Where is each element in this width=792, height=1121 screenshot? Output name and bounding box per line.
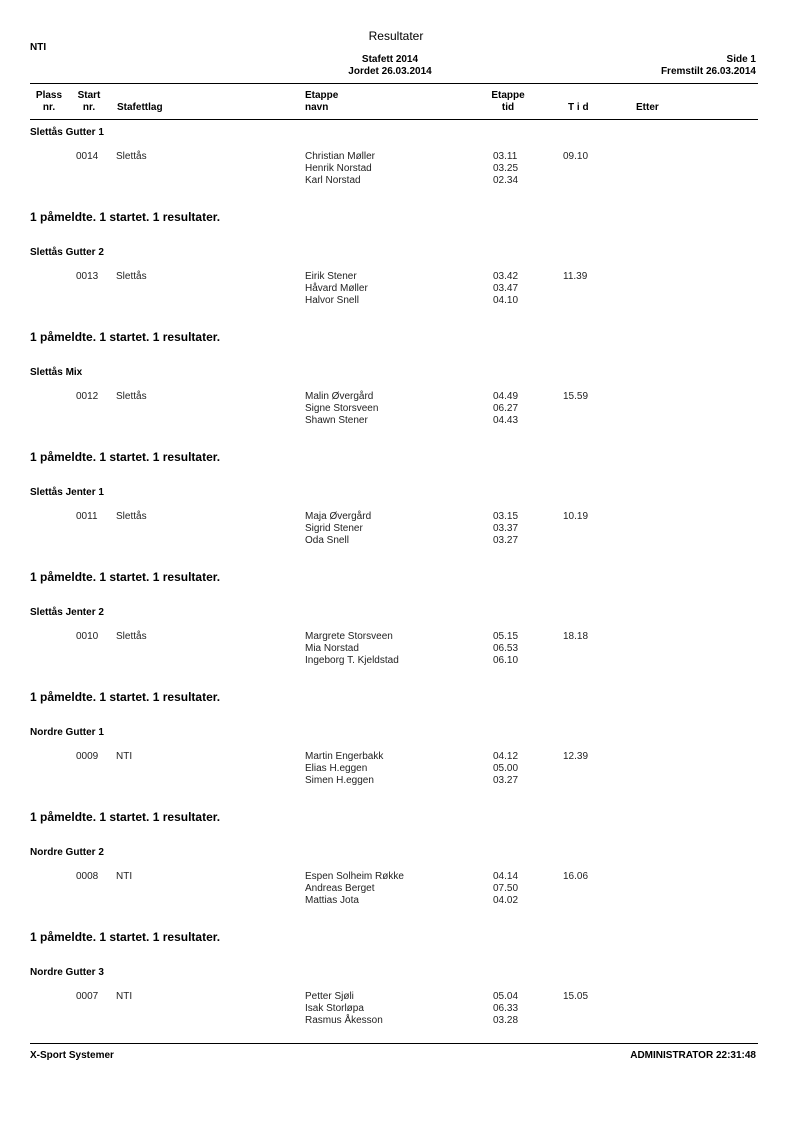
start-number: 0007 — [76, 991, 99, 1002]
runner-name: Oda Snell — [305, 535, 349, 546]
runner-name: Halvor Snell — [305, 295, 359, 306]
leg-times — [493, 631, 518, 667]
col-start-line2: nr. — [82, 102, 96, 113]
runner-list — [305, 271, 368, 307]
col-plass — [34, 90, 64, 114]
col-tid: T i d — [568, 102, 589, 113]
runner-name: Margrete Storsveen — [305, 631, 393, 642]
class-name: Slettås Gutter 2 — [30, 247, 104, 258]
team-club: Slettås — [116, 391, 147, 402]
start-number: 0010 — [76, 631, 99, 642]
class-section — [0, 487, 792, 607]
runner-name: Simen H.eggen — [305, 775, 374, 786]
team-club: Slettås — [116, 631, 147, 642]
start-number: 0008 — [76, 871, 99, 882]
team-club: NTI — [116, 751, 133, 762]
class-name: Nordre Gutter 1 — [30, 727, 104, 738]
leg-time: 04.12 — [493, 751, 519, 762]
leg-time: 03.25 — [493, 163, 519, 174]
leg-time: 04.14 — [493, 871, 519, 882]
leg-time: 03.42 — [493, 271, 519, 282]
class-name: Slettås Gutter 1 — [30, 127, 104, 138]
runner-name: Isak Storløpa — [305, 1003, 364, 1014]
leg-times — [493, 271, 518, 307]
leg-time: 02.34 — [493, 175, 519, 186]
leg-time: 04.10 — [493, 295, 519, 306]
runner-name: Ingeborg T. Kjeldstad — [305, 655, 399, 666]
total-time: 18.18 — [563, 631, 589, 642]
leg-times — [493, 751, 518, 787]
class-summary: 1 påmeldte. 1 startet. 1 resultater. — [30, 570, 221, 584]
class-summary: 1 påmeldte. 1 startet. 1 resultater. — [30, 330, 221, 344]
runner-name: Håvard Møller — [305, 283, 368, 294]
runner-list — [305, 391, 378, 427]
team-club: Slettås — [116, 271, 147, 282]
leg-time: 05.15 — [493, 631, 519, 642]
col-stafettlag: Stafettlag — [117, 102, 163, 113]
start-number: 0012 — [76, 391, 99, 402]
class-section — [0, 967, 792, 1037]
total-time: 15.59 — [563, 391, 589, 402]
leg-time: 06.33 — [493, 1003, 519, 1014]
class-name: Slettås Jenter 2 — [30, 607, 104, 618]
produced-date: Fremstilt 26.03.2014 — [660, 66, 756, 77]
runner-name: Petter Sjøli — [305, 991, 354, 1002]
runner-name: Elias H.eggen — [305, 763, 368, 774]
race-name: Stafett 2014 — [361, 54, 419, 65]
runner-list — [305, 871, 404, 907]
runner-name: Andreas Berget — [305, 883, 375, 894]
class-name: Slettås Mix — [30, 367, 83, 378]
class-summary: 1 påmeldte. 1 startet. 1 resultater. — [30, 810, 221, 824]
header-rule-bottom — [30, 119, 758, 120]
team-club: Slettås — [116, 151, 147, 162]
leg-time: 04.02 — [493, 895, 519, 906]
col-plass-line1: Plass — [35, 90, 63, 101]
class-section — [0, 367, 792, 487]
team-club: NTI — [116, 871, 133, 882]
total-time: 11.39 — [563, 271, 588, 282]
leg-times — [493, 511, 518, 547]
class-name: Nordre Gutter 3 — [30, 967, 104, 978]
start-number: 0014 — [76, 151, 99, 162]
col-etappe-navn — [305, 90, 338, 114]
leg-time: 06.27 — [493, 403, 519, 414]
leg-time: 03.27 — [493, 775, 519, 786]
leg-time: 04.49 — [493, 391, 519, 402]
total-time: 15.05 — [563, 991, 589, 1002]
class-name: Nordre Gutter 2 — [30, 847, 104, 858]
runner-name: Shawn Stener — [305, 415, 368, 426]
leg-times — [493, 151, 518, 187]
class-section — [0, 247, 792, 367]
col-plass-line2: nr. — [42, 102, 56, 113]
start-number: 0013 — [76, 271, 99, 282]
runner-name: Martin Engerbakk — [305, 751, 384, 762]
class-section — [0, 127, 792, 247]
class-name: Slettås Jenter 1 — [30, 487, 104, 498]
footer-rule — [30, 1043, 758, 1044]
leg-time: 06.10 — [493, 655, 519, 666]
footer-user-time: ADMINISTRATOR 22:31:48 — [630, 1050, 756, 1061]
footer-software: X-Sport Systemer — [30, 1050, 114, 1061]
leg-times — [493, 871, 518, 907]
leg-time: 05.00 — [493, 763, 519, 774]
runner-name: Eirik Stener — [305, 271, 357, 282]
runner-list — [305, 751, 383, 787]
leg-time: 03.47 — [493, 283, 519, 294]
leg-time: 03.15 — [493, 511, 519, 522]
total-time: 16.06 — [563, 871, 589, 882]
col-etappe-tid-line1: Etappe — [491, 90, 525, 101]
leg-time: 03.28 — [493, 1015, 519, 1026]
class-summary: 1 påmeldte. 1 startet. 1 resultater. — [30, 690, 221, 704]
col-etter: Etter — [636, 102, 659, 113]
runner-name: Mia Norstad — [305, 643, 359, 654]
col-start — [74, 90, 104, 114]
runner-list — [305, 151, 375, 187]
col-etappe-navn-line2: navn — [305, 102, 329, 113]
class-summary: 1 påmeldte. 1 startet. 1 resultater. — [30, 210, 221, 224]
race-info — [330, 54, 450, 78]
class-section — [0, 727, 792, 847]
class-summary: 1 påmeldte. 1 startet. 1 resultater. — [30, 450, 221, 464]
header-rule-top — [30, 83, 758, 84]
runner-list — [305, 631, 399, 667]
runner-name: Henrik Norstad — [305, 163, 372, 174]
start-number: 0009 — [76, 751, 99, 762]
report-title: Resultater — [368, 29, 424, 43]
leg-time: 03.37 — [493, 523, 519, 534]
page-number: Side 1 — [726, 54, 756, 65]
leg-time: 07.50 — [493, 883, 519, 894]
runner-list — [305, 511, 371, 547]
total-time: 10.19 — [563, 511, 589, 522]
col-etappe-navn-line1: Etappe — [305, 90, 339, 101]
race-date: Jordet 26.03.2014 — [348, 66, 432, 77]
leg-time: 03.27 — [493, 535, 519, 546]
leg-times — [493, 391, 518, 427]
runner-name: Rasmus Åkesson — [305, 1015, 383, 1026]
runner-name: Espen Solheim Røkke — [305, 871, 404, 882]
leg-time: 05.04 — [493, 991, 519, 1002]
runner-name: Malin Øvergård — [305, 391, 374, 402]
runner-name: Mattias Jota — [305, 895, 359, 906]
col-etappe-tid — [486, 90, 530, 114]
col-start-line1: Start — [77, 90, 101, 101]
page-info — [661, 54, 756, 78]
runner-list — [305, 991, 383, 1027]
runner-name: Maja Øvergård — [305, 511, 372, 522]
class-section — [0, 847, 792, 967]
total-time: 09.10 — [563, 151, 589, 162]
runner-name: Karl Norstad — [305, 175, 361, 186]
start-number: 0011 — [76, 511, 98, 522]
runner-name: Sigrid Stener — [305, 523, 363, 534]
runner-name: Signe Storsveen — [305, 403, 379, 414]
class-summary: 1 påmeldte. 1 startet. 1 resultater. — [30, 930, 221, 944]
leg-time: 04.43 — [493, 415, 519, 426]
col-etappe-tid-line2: tid — [501, 102, 515, 113]
leg-times — [493, 991, 518, 1027]
leg-time: 03.11 — [493, 151, 518, 162]
team-club: Slettås — [116, 511, 147, 522]
organizer: NTI — [30, 42, 47, 53]
total-time: 12.39 — [563, 751, 589, 762]
class-section — [0, 607, 792, 727]
runner-name: Christian Møller — [305, 151, 376, 162]
leg-time: 06.53 — [493, 643, 519, 654]
team-club: NTI — [116, 991, 133, 1002]
